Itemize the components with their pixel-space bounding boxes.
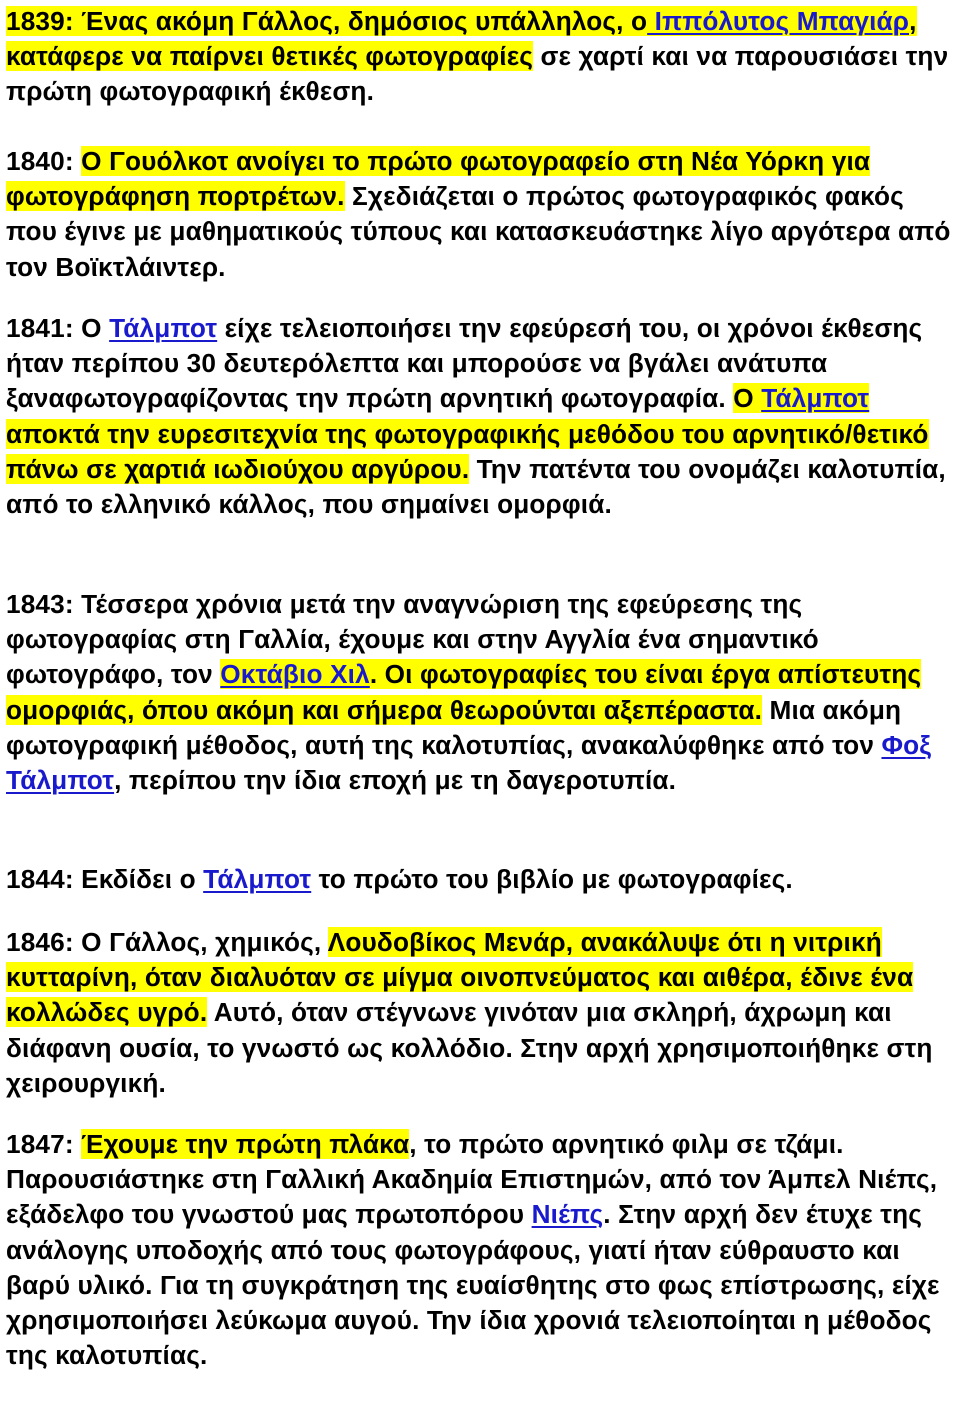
body-text: το πρώτο του βιβλίο με φωτογραφίες.	[311, 864, 793, 894]
highlighted-text: Έχουμε την πρώτη πλάκα	[81, 1129, 410, 1159]
entry-1844	[6, 862, 956, 897]
entry-1847	[6, 1127, 956, 1373]
body-text: 1846: Ο Γάλλος, χημικός,	[6, 927, 328, 957]
link-text[interactable]: Νιέπς	[531, 1199, 604, 1230]
entry-1841	[6, 311, 956, 522]
highlighted-text: 1839: Ένας ακόμη Γάλλος, δημόσιος υπάλληλος, ο	[6, 6, 648, 36]
body-text: 1840:	[6, 146, 82, 176]
body-text: Σχεδιάζεται ο πρώτος φωτογραφικός φακός που έγινε με μαθηματικούς τύπους και κατασκευάστηκε λίγο αργότερα από τον Βοϊκτλάιντερ.	[6, 181, 951, 282]
link-text[interactable]: Τάλμποτ	[109, 313, 218, 343]
body-text: 1841: Ο	[6, 313, 110, 343]
body-text: , περίπου την ίδια εποχή με τη δαγεροτυπία.	[114, 765, 677, 796]
body-text: 1843: Τέσσερα χρόνια μετά την αναγνώριση της εφεύρεσης της φωτογραφίας στη Γαλλία, έχουμε και στην Αγγλία ένα σημαντικό φωτογράφο, τον	[6, 589, 819, 690]
entry-1839	[6, 4, 956, 110]
link-text[interactable]: Φοξ Τάλμποτ	[6, 729, 932, 796]
entry-1840	[6, 144, 956, 285]
link-text[interactable]: Ιππόλυτος Μπαγιάρ	[647, 6, 910, 36]
body-text: 1847:	[6, 1129, 82, 1159]
body-text: Μια ακόμη φωτογραφική μέθοδος, αυτή της καλοτυπίας, ανακαλύφθηκε από τον	[6, 694, 902, 760]
link-text[interactable]: Οκτάβιο Χιλ	[220, 659, 370, 690]
entry-1846	[6, 925, 956, 1101]
body-text: σε χαρτί και να παρουσιάσει την πρώτη φωτογραφική έκθεση.	[6, 41, 949, 107]
highlighted-text: αποκτά την ευρεσιτεχνία της φωτογραφικής μεθόδου του αρνητικό/θετικό πάνω σε χαρτιά ιωδιούχου αργύρου.	[6, 418, 929, 484]
body-text: είχε τελειοποιήσει την εφεύρεσή του, οι χρόνοι έκθεσης ήταν περίπου 30 δευτερόλεπτα και μπορούσε να βγάλει ανάτυπα ξαναφωτογραφίζοντας την πρώτη αρνητική φωτογραφία.	[6, 313, 923, 414]
highlighted-text: Ο	[733, 383, 762, 414]
highlighted-text: , κατάφερε να παίρνει θετικές φωτογραφίες	[6, 6, 917, 72]
body-text: Αυτό, όταν στέγνωνε γινόταν μια σκληρή, άχρωμη και διάφανη ουσία, το γνωστό ως κολλόδιο. Στην αρχή χρησιμοποιήθηκε στη χειρουργική.	[6, 997, 933, 1098]
link-text[interactable]: Τάλμποτ	[761, 383, 870, 414]
body-text: 1844: Εκδίδει ο	[6, 864, 204, 894]
body-text: Την πατέντα του ονομάζει καλοτυπία, από το ελληνικό κάλλος, που σημαίνει ομορφιά.	[6, 453, 946, 520]
link-text[interactable]: Τάλμποτ	[203, 864, 312, 894]
highlighted-text: Ο Γουόλκοτ ανοίγει το πρώτο φωτογραφείο στη Νέα Υόρκη για φωτογράφηση πορτρέτων.	[6, 146, 871, 212]
highlighted-text: . Οι φωτογραφίες του είναι έργα απίστευτης ομορφιάς, όπου ακόμη και σήμερα θεωρούνται αξεπέραστα.	[6, 659, 922, 725]
highlighted-text: Λουδοβίκος Μενάρ, ανακάλυψε ότι η νιτρική κυτταρίνη, όταν διαλυόταν σε μίγμα οινοπνεύματος και αιθέρα, έδινε ένα κολλώδες υγρό.	[6, 927, 914, 1028]
entry-1843	[6, 587, 956, 798]
body-text: . Στην αρχή δεν έτυχε της ανάλογης υποδοχής από τους φωτογράφους, γιατί ήταν εύθραυστο και βαρύ υλικό. Για τη συγκράτηση της ευαίσθητης στο φως επίστρωσης, είχε χρησιμοποιήσει λεύκωμα αυγού. Την ίδια χρονιά τελειοποίηται η μέθοδος της καλοτυπίας.	[6, 1199, 940, 1371]
body-text: , το πρώτο αρνητικό φιλμ σε τζάμι. Παρουσιάστηκε στη Γαλλική Ακαδημία Επιστημών, από τον Άμπελ Νιέπς, εξάδελφο του γνωστού μας πρωτοπόρου	[6, 1129, 938, 1230]
